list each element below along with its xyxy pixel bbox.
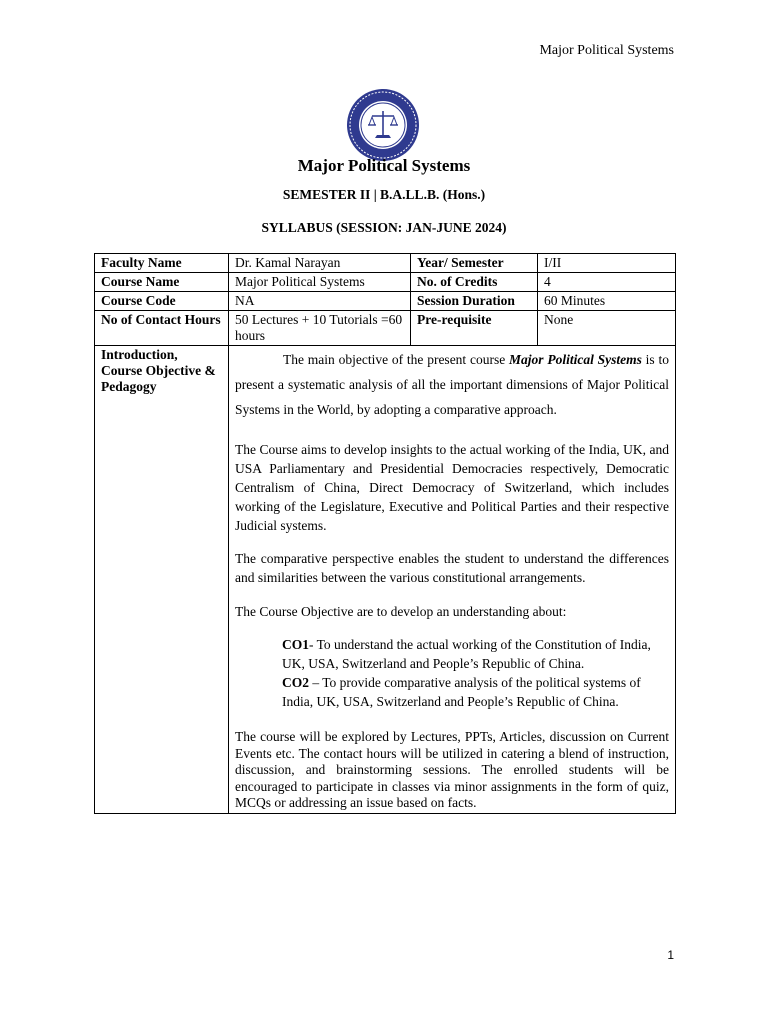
course-info-table [94, 253, 676, 814]
syllabus-session: SYLLABUS (SESSION: JAN-JUNE 2024) [261, 220, 507, 235]
course-title-emphasis: Major Political Systems [509, 352, 642, 367]
course-name-label: Course Name [95, 273, 229, 292]
pedagogy-paragraph: The course will be explored by Lectures, PPTs, Articles, discussion on Current Events etc. The contact hours will be utilized in catering a blend of instruction, discussion, and brainstorming sessions. The enrolled students will be encouraged to participate in classes via minor assignments in the form of quiz, MCQs or addressing an issue based on facts. [235, 729, 669, 810]
year-semester-value: I/II [538, 254, 676, 273]
course-code-label: Course Code [95, 292, 229, 311]
course-name-value: Major Political Systems [229, 273, 411, 292]
semester-subtitle: SEMESTER II | B.A.LL.B. (Hons.) [282, 187, 486, 202]
co2-label: CO2 [282, 675, 309, 690]
table-row [95, 311, 676, 346]
page-number: 1 [667, 948, 674, 962]
course-aims-paragraph: The Course aims to develop insights to the actual working of the India, UK, and USA Parliamentary and Presidential Democracies respectively, Democratic Centralism of China, Direct Democracy of Switzerland, which includes working of the Legislature, Executive and Political Parties and their respective Judicial systems. [235, 442, 669, 533]
table-row [95, 273, 676, 292]
objective-paragraph [235, 347, 669, 422]
co2-item [282, 673, 669, 711]
session-duration-label: Session Duration [411, 292, 538, 311]
objective-intro-text: The main objective of the present course [283, 352, 510, 367]
objective-label: Introduction, Course Objective & Pedagogy [95, 346, 229, 814]
prerequisite-label: Pre-requisite [411, 311, 538, 346]
course-outcomes-list [282, 635, 669, 711]
course-objective-intro: The Course Objective are to develop an understanding about: [235, 604, 567, 619]
contact-hours-value: 50 Lectures + 10 Tutorials =60 hours [229, 311, 411, 346]
running-header: Major Political Systems [539, 43, 674, 58]
faculty-name-value: Dr. Kamal Narayan [229, 254, 411, 273]
co1-text: - To understand the actual working of the Constitution of India, UK, USA, Switzerland and People’s Republic of China. [282, 637, 651, 671]
document-title: Major Political Systems [297, 156, 471, 175]
session-duration-value: 60 Minutes [538, 292, 676, 311]
co1-item [282, 635, 669, 673]
table-row [95, 254, 676, 273]
co2-text: – To provide comparative analysis of the political systems of India, UK, USA, Switzerland and People’s Republic of China. [282, 675, 641, 709]
credits-label: No. of Credits [411, 273, 538, 292]
comparative-perspective-paragraph: The comparative perspective enables the student to understand the differences and similarities between the various constitutional arrangements. [235, 551, 669, 585]
table-row [95, 292, 676, 311]
credits-value: 4 [538, 273, 676, 292]
year-semester-label: Year/ Semester [411, 254, 538, 273]
objective-content [229, 346, 676, 814]
table-row [95, 346, 676, 814]
faculty-name-label: Faculty Name [95, 254, 229, 273]
co1-label: CO1 [282, 637, 309, 652]
prerequisite-value: None [538, 311, 676, 346]
contact-hours-label: No of Contact Hours [95, 311, 229, 346]
objective-intro-rest: is to present a systematic analysis of all the important dimensions of Major Political Systems in the World, by adopting a comparative approach. [235, 352, 669, 417]
university-seal-icon [345, 87, 421, 163]
course-code-value: NA [229, 292, 411, 311]
